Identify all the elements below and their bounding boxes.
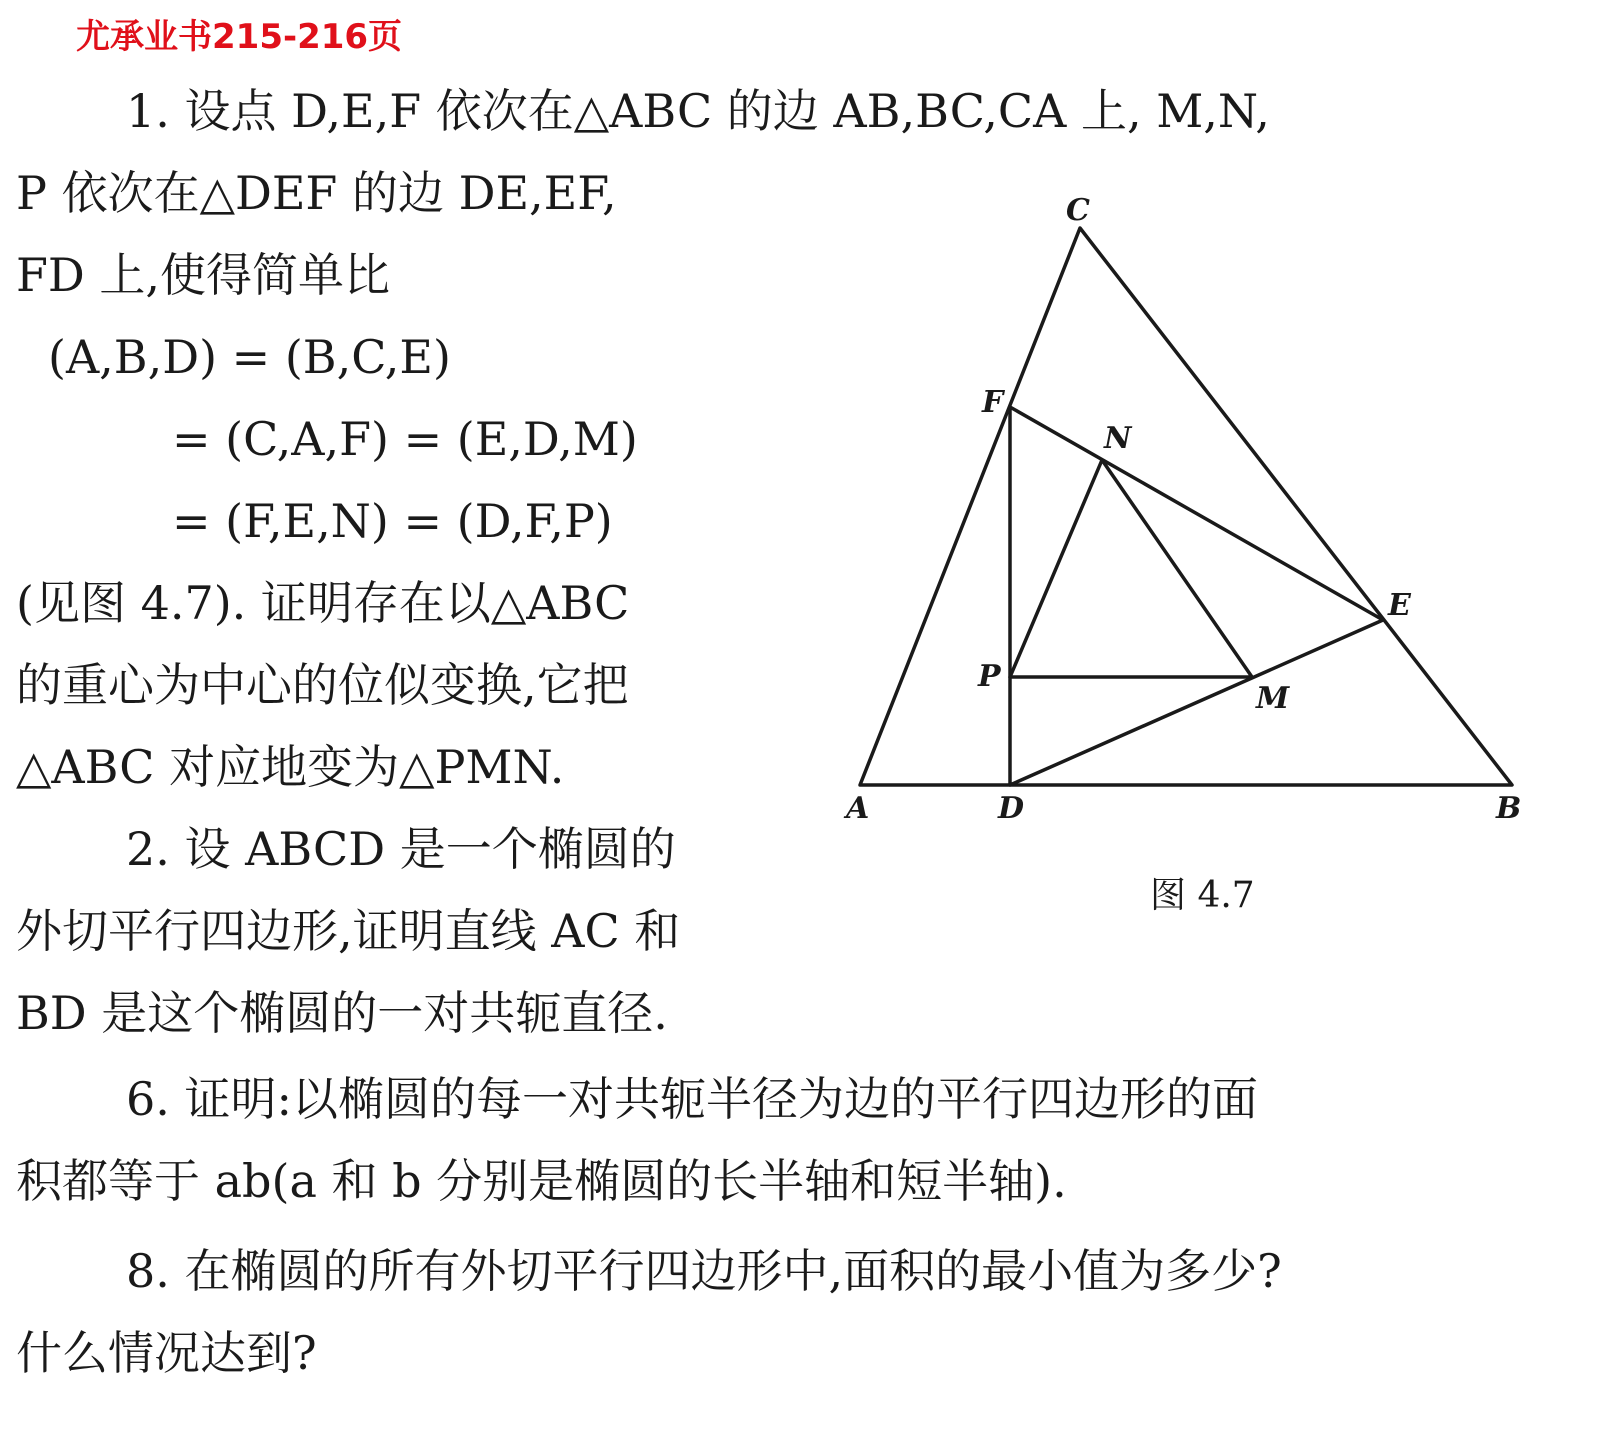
problem8-line-2: 什么情况达到?	[16, 1326, 317, 1380]
label-a: A	[846, 791, 870, 826]
problem8-line-1: 8. 在椭圆的所有外切平行四边形中,面积的最小值为多少?	[126, 1244, 1282, 1298]
label-b: B	[1496, 791, 1522, 826]
label-n: N	[1104, 421, 1132, 456]
problem1-line-7: (见图 4.7). 证明存在以△ABC	[16, 576, 630, 630]
label-f: F	[982, 385, 1004, 420]
label-e: E	[1388, 588, 1411, 623]
problem1-line-2: P 依次在△DEF 的边 DE,EF,	[16, 166, 617, 220]
source-note: 尤承业书215-216页	[76, 17, 403, 57]
problem1-line-5: = (C,A,F) = (E,D,M)	[172, 412, 638, 466]
label-c: C	[1066, 193, 1090, 228]
label-d: D	[998, 791, 1025, 826]
problem1-line-4: (A,B,D) = (B,C,E)	[48, 330, 451, 384]
problem2-line-3: BD 是这个椭圆的一对共轭直径.	[16, 986, 668, 1040]
triangle-pmn	[1010, 460, 1252, 677]
problem1-line-9: △ABC 对应地变为△PMN.	[16, 740, 565, 794]
problem1-line-3: FD 上,使得简单比	[16, 248, 391, 302]
label-m: M	[1256, 681, 1290, 716]
figure-4-7	[846, 190, 1560, 850]
problem6-line-2: 积都等于 ab(a 和 b 分别是椭圆的长半轴和短半轴).	[16, 1154, 1067, 1208]
label-p: P	[978, 659, 1001, 694]
problem6-line-1: 6. 证明:以椭圆的每一对共轭半径为边的平行四边形的面	[126, 1072, 1259, 1126]
problem2-line-1: 2. 设 ABCD 是一个椭圆的	[126, 822, 676, 876]
problem2-line-2: 外切平行四边形,证明直线 AC 和	[16, 904, 681, 958]
problem1-line-6: = (F,E,N) = (D,F,P)	[172, 494, 613, 548]
problem1-line-8: 的重心为中心的位似变换,它把	[16, 658, 629, 712]
figure-caption: 图 4.7	[1150, 875, 1255, 916]
problem1-line-1: 1. 设点 D,E,F 依次在△ABC 的边 AB,BC,CA 上, M,N,	[126, 84, 1270, 138]
